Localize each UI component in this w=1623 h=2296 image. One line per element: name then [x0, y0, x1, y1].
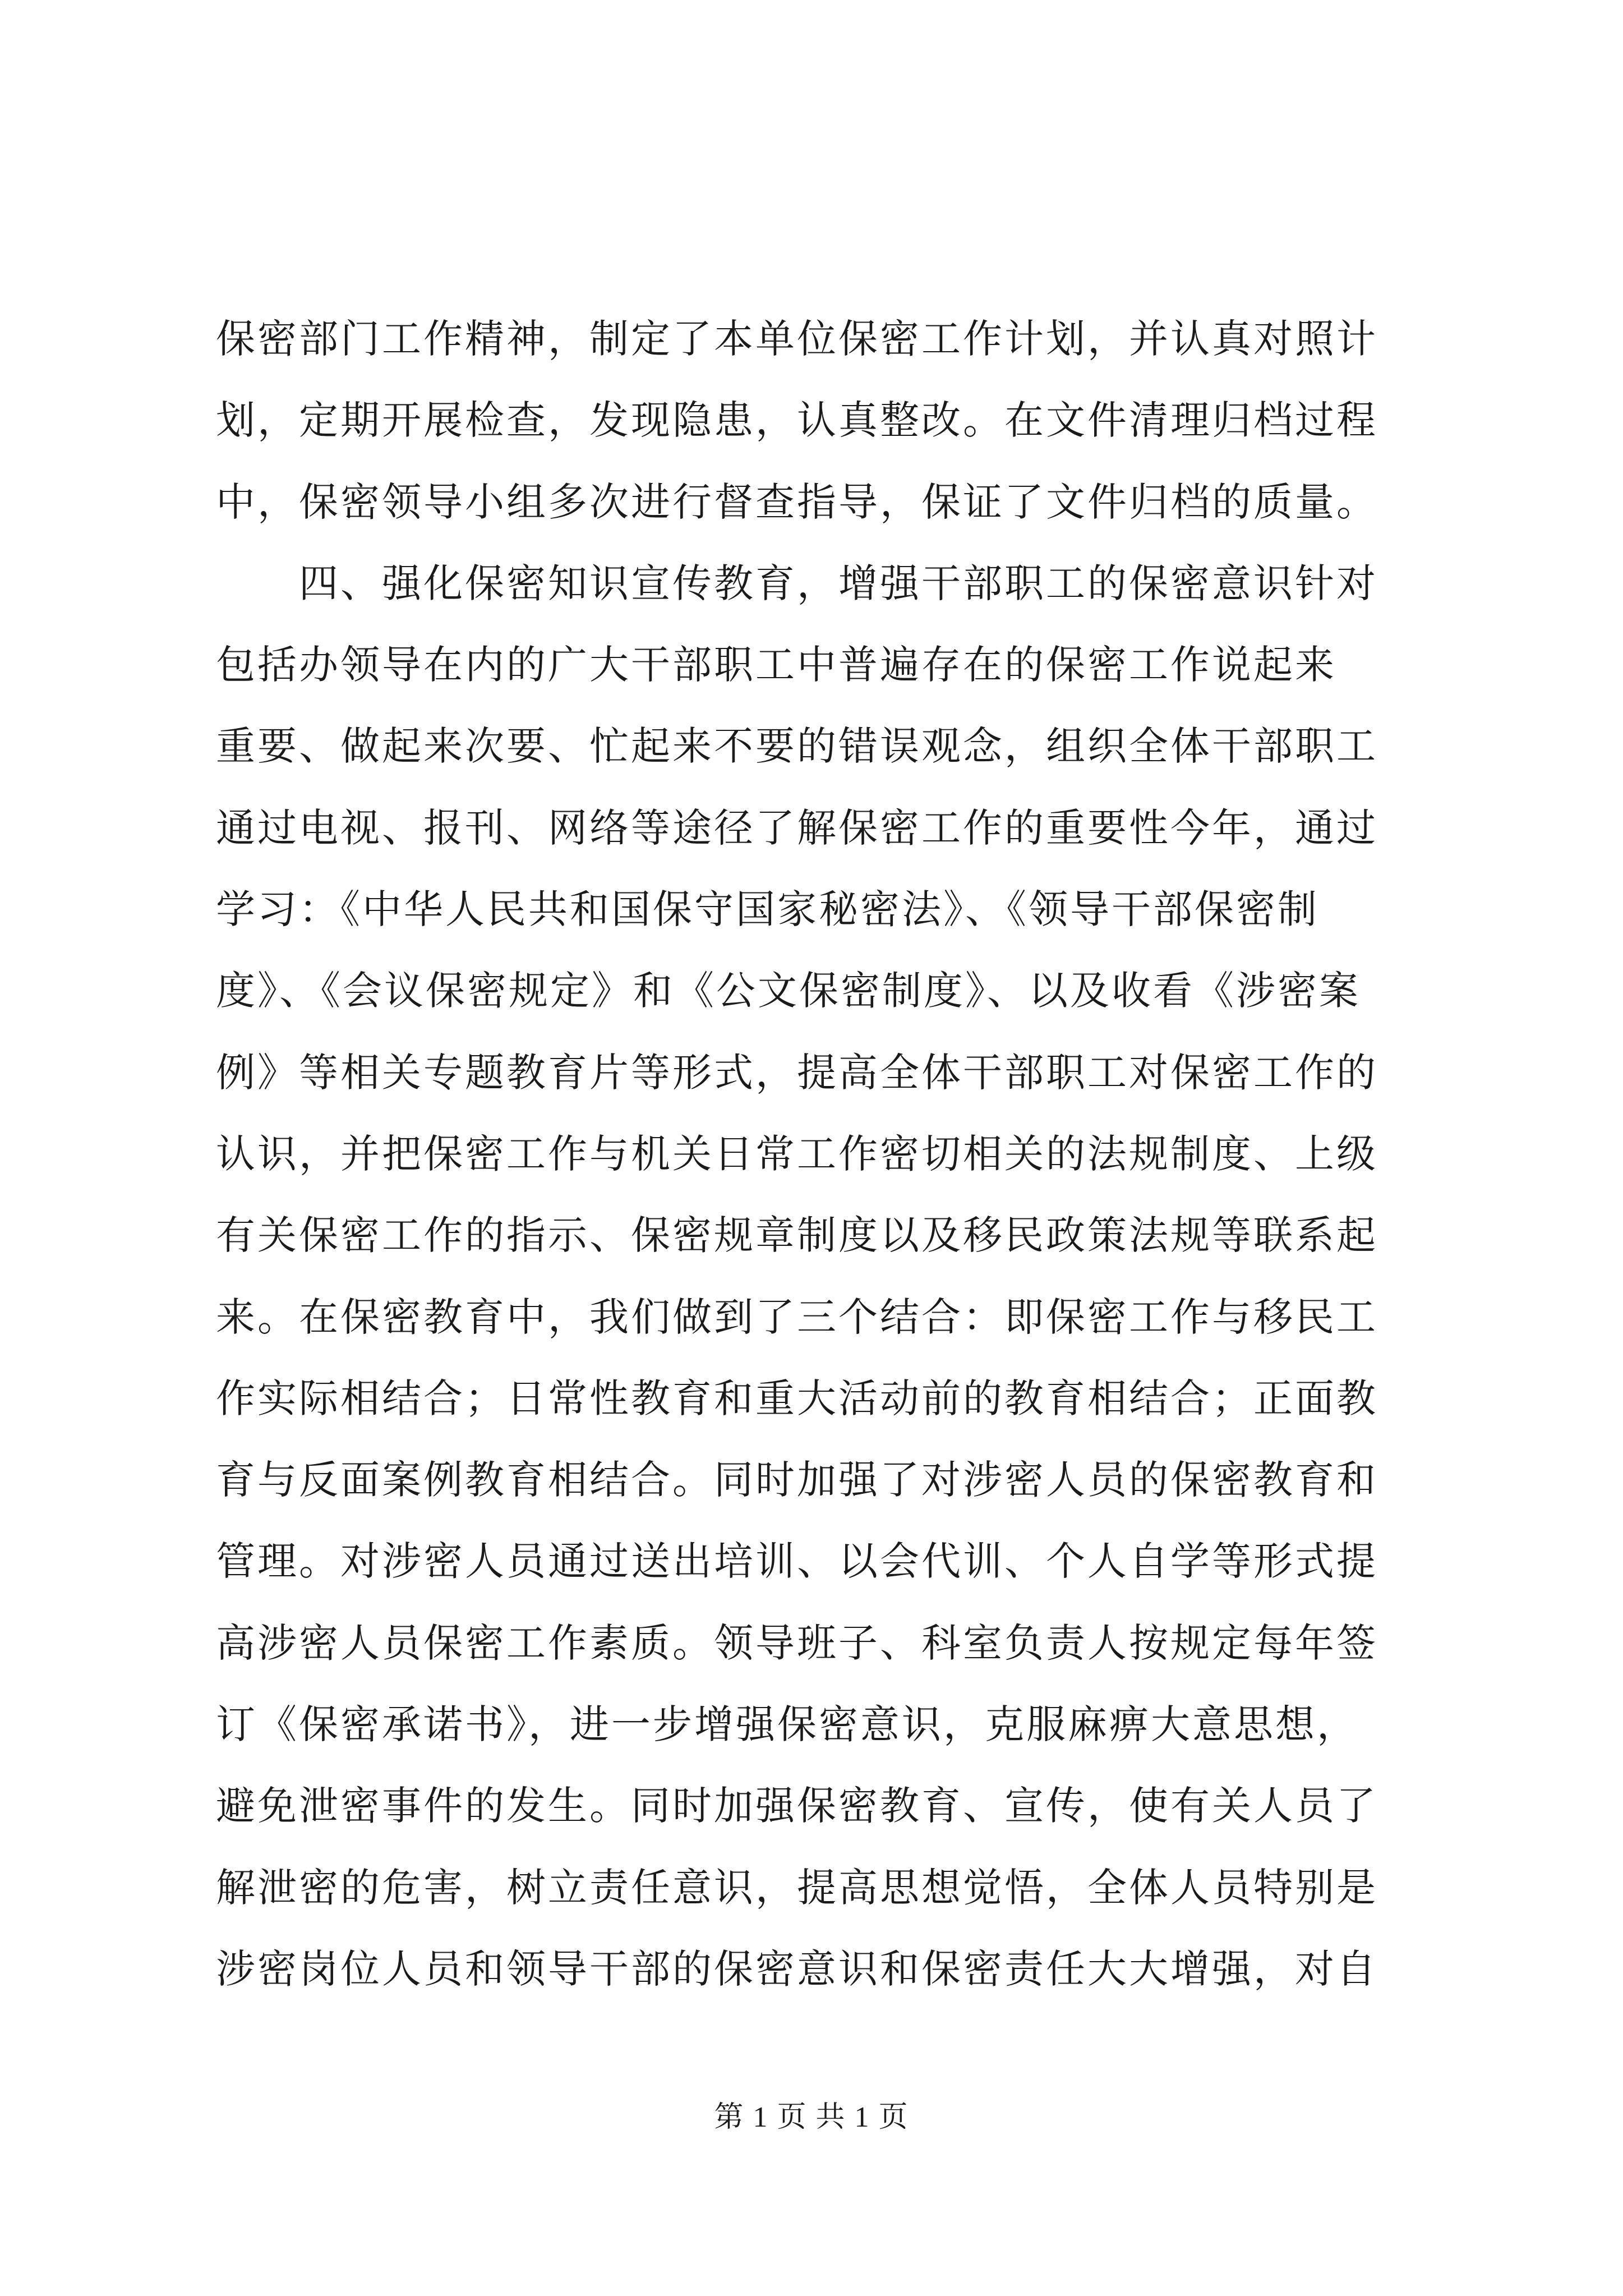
text-line: 保密部门工作精神，制定了本单位保密工作计划，并认真对照计 — [216, 316, 1378, 362]
text-line: 通过电视、报刊、网络等途径了解保密工作的重要性今年，通过 — [216, 804, 1378, 851]
text-line: 划，定期开展检查，发现隐患，认真整改。在文件清理归档过程 — [216, 397, 1378, 444]
text-line: 作实际相结合；日常性教育和重大活动前的教育相结合；正面教 — [216, 1375, 1378, 1421]
text-line: 包括办领导在内的广大干部职工中普遍存在的保密工作说起来 — [216, 642, 1336, 688]
body-text — [216, 298, 1410, 2010]
text-line: 例》等相关专题教育片等形式，提高全体干部职工对保密工作的 — [216, 1049, 1378, 1096]
text-line: 管理。对涉密人员通过送出培训、以会代训、个人自学等形式提 — [216, 1538, 1378, 1585]
text-line: 订《保密承诺书》，进一步增强保密意识，克服麻痹大意思想， — [216, 1701, 1358, 1748]
text-line: 避免泄密事件的发生。同时加强保密教育、宣传，使有关人员了 — [216, 1783, 1378, 1829]
text-line: 度》、《会议保密规定》和《公文保密制度》、以及收看《涉密案 — [216, 968, 1361, 1014]
text-line: 四、强化保密知识宣传教育，增强干部职工的保密意识针对 — [216, 560, 1378, 606]
text-line: 认识，并把保密工作与机关日常工作密切相关的法规制度、上级 — [216, 1130, 1378, 1177]
text-line: 高涉密人员保密工作素质。领导班子、科室负责人按规定每年签 — [216, 1619, 1378, 1666]
text-line: 中，保密领导小组多次进行督查指导，保证了文件归档的质量。 — [216, 478, 1378, 525]
page-number-label: 第 1 页 共 1 页 — [714, 2101, 909, 2133]
text-line: 学习：《中华人民共和国保守国家秘密法》、《领导干部保密制 — [216, 886, 1319, 933]
text-line: 重要、做起来次要、忙起来不要的错误观念，组织全体干部职工 — [216, 723, 1378, 770]
text-line: 涉密岗位人员和领导干部的保密意识和保密责任大大增强，对自 — [216, 1945, 1378, 1992]
text-line: 育与反面案例教育相结合。同时加强了对涉密人员的保密教育和 — [216, 1457, 1378, 1503]
text-line: 有关保密工作的指示、保密规章制度以及移民政策法规等联系起 — [216, 1212, 1378, 1259]
text-line: 解泄密的危害，树立责任意识，提高思想觉悟，全体人员特别是 — [216, 1864, 1378, 1911]
text-line: 来。在保密教育中，我们做到了三个结合：即保密工作与移民工 — [216, 1294, 1378, 1340]
page-footer — [0, 2098, 1623, 2137]
